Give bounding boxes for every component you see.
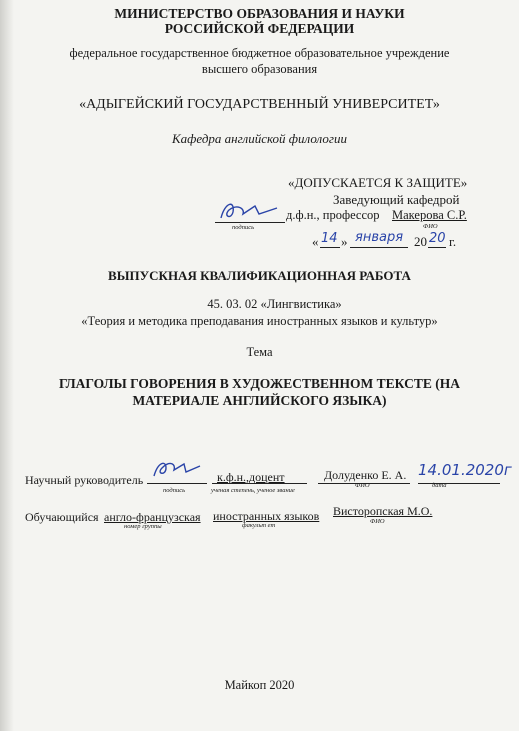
date-day-line <box>320 247 340 248</box>
date-open-quote: « <box>312 234 319 249</box>
supervisor-degree-caption: ученая степень, ученое звание <box>211 487 295 494</box>
program-profile: «Теория и методика преподавания иностранных языков и культур» <box>81 314 438 328</box>
supervisor-date-caption: дата <box>432 482 447 489</box>
topic-line2: МАТЕРИАЛЕ АНГЛИЙСКОГО ЯЗЫКА) <box>132 393 387 408</box>
supervisor-fio-caption: ФИО <box>355 482 370 489</box>
date-month: января <box>355 230 404 245</box>
student-name: Висторопская М.О. <box>333 504 433 518</box>
city-year: Майкоп 2020 <box>224 678 295 692</box>
date-day: 14 <box>321 231 338 246</box>
supervisor-signature-caption: подпись <box>163 487 186 494</box>
institution-type-line1: федеральное государственное бюджетное образовательное учреждение <box>69 46 450 60</box>
student-faculty: иностранных языков <box>213 509 320 523</box>
university-name: «АДЫГЕЙСКИЙ ГОСУДАРСТВЕННЫЙ УНИВЕРСИТЕТ» <box>79 97 440 112</box>
supervisor-date: 14.01.2020г <box>418 461 512 479</box>
ministry-title: МИНИСТЕРСТВО ОБРАЗОВАНИЯ И НАУКИ РОССИЙСКОЙ ФЕДЕРАЦИИ <box>114 6 405 36</box>
specialty-code: 45. 03. 02 «Лингвистика» <box>207 297 342 311</box>
head-fio-caption: ФИО <box>423 223 438 230</box>
supervisor-degree-line <box>212 483 307 484</box>
head-of-department-label: Заведующий кафедрой <box>333 192 460 207</box>
work-type: ВЫПУСКНАЯ КВАЛИФИКАЦИОННАЯ РАБОТА <box>108 268 411 283</box>
department-name: Кафедра английской филологии <box>172 131 347 146</box>
admit-to-defense: «ДОПУСКАЕТСЯ К ЗАЩИТЕ» <box>288 175 468 190</box>
head-signature-caption: подпись <box>232 224 255 231</box>
supervisor-degree: к.ф.н.,доцент <box>217 470 285 484</box>
student-faculty-caption: факульт ет <box>242 522 276 529</box>
supervisor-signature <box>150 456 206 482</box>
date-year-line <box>428 247 446 248</box>
supervisor-signature-line <box>147 483 207 484</box>
topic-line1: ГЛАГОЛЫ ГОВОРЕНИЯ В ХУДОЖЕСТВЕННОМ ТЕКСТЕ (НА <box>59 376 460 391</box>
institution-type-line2: высшего образования <box>201 62 318 76</box>
head-degree: д.ф.н., профессор <box>286 208 380 222</box>
student-fio-caption: ФИО <box>370 518 385 525</box>
date-close-quote: » <box>341 234 348 249</box>
date-year-unit: г. <box>449 234 457 249</box>
student-group-caption: номер группы <box>124 523 162 530</box>
student-group: англо-французская <box>104 510 201 524</box>
supervisor-name: Долуденко Е. А. <box>324 468 407 482</box>
topic-label: Тема <box>246 345 273 359</box>
supervisor-label: Научный руководитель <box>25 473 144 487</box>
date-year-suffix: 20 <box>429 231 446 246</box>
head-name: Макерова С.Р. <box>392 208 467 222</box>
date-month-line <box>350 247 408 248</box>
date-year-prefix: 20 <box>414 234 427 249</box>
supervisor-date-line <box>418 483 500 484</box>
head-signature <box>215 198 285 224</box>
student-label: Обучающийся <box>25 510 99 524</box>
